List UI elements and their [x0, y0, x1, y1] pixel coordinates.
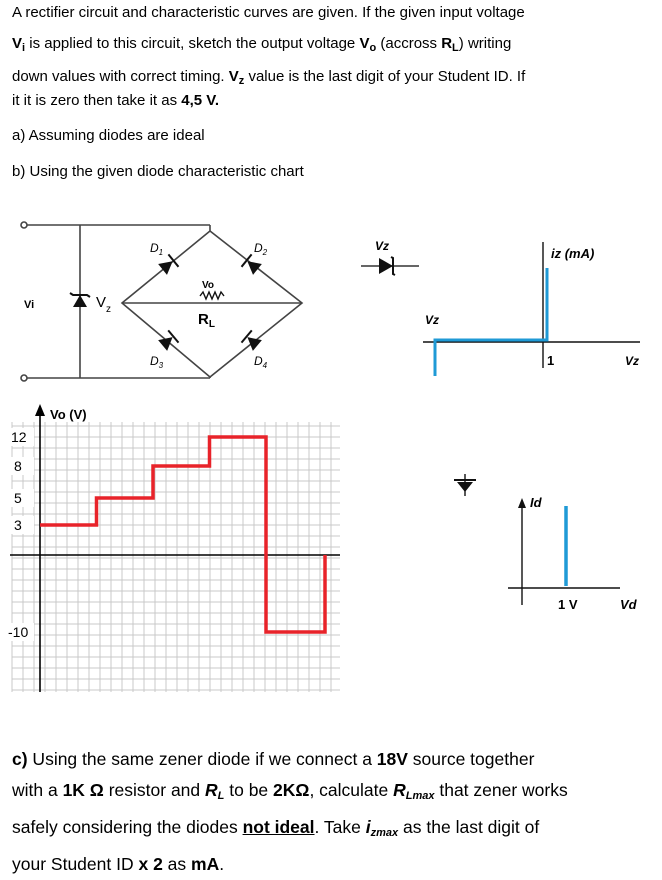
- y-tick-label: 8: [14, 458, 22, 474]
- zener-y-label: iz (mA): [551, 246, 595, 261]
- intro-line-2: $V_i$ is applied to this circuit, sketch the output voltage $V_o$ (accross $R_L$) writing: [12, 35, 512, 54]
- y-tick-label: -10: [8, 624, 29, 640]
- d1-label: $D_1$: [150, 241, 164, 257]
- zener-symbol-icon: [361, 257, 419, 275]
- diode-symbol-icon: [454, 474, 476, 496]
- resistor-icon: [200, 292, 224, 299]
- diode-x-label: Vd: [620, 597, 637, 612]
- y-tick-label: 12: [11, 429, 27, 445]
- output-voltage-series: [40, 437, 325, 632]
- intro-line-4: it it is zero then take it as 4,5 V.: [12, 92, 220, 109]
- part-c-text: [12, 744, 642, 880]
- y-tick-label: 3: [14, 517, 22, 533]
- vi-label: Vi: [24, 299, 35, 311]
- d2-label: $D_2$: [254, 241, 268, 257]
- vz-circuit-label: $V_z$: [96, 294, 112, 315]
- part-c-line-2: with a 1K Ω resistor and $R_L$ to be 2KΩ, calculate $R_{Lmax}$ that zener works: [12, 780, 568, 802]
- rl-label: $R_L$: [198, 311, 215, 330]
- diode-y-label: Id: [530, 495, 542, 510]
- output-y-label: Vo (V): [50, 407, 87, 422]
- intro-line-3: down values with correct timing. $V_z$ value is the last digit of your Student ID. If: [12, 68, 526, 87]
- d4-label: $D_4$: [254, 354, 268, 370]
- zener-curve: [435, 268, 547, 376]
- diode-d1-icon: [158, 254, 179, 275]
- d3-label: $D_3$: [150, 354, 164, 370]
- y-tick-label: 5: [14, 490, 22, 506]
- part-b-heading: b) Using the given diode characteristic chart: [12, 163, 304, 180]
- zener-tick: 1: [547, 353, 555, 368]
- intro-line-1: A rectifier circuit and characteristic curves are given. If the given input voltage: [12, 4, 525, 21]
- diode-characteristic-chart: [450, 470, 650, 620]
- part-c-line-1: c) Using the same zener diode if we connect a 18V source together: [12, 749, 535, 769]
- zener-x-label: Vz: [625, 354, 640, 368]
- part-a-heading: a) Assuming diodes are ideal: [12, 127, 205, 144]
- bridge-rectifier-circuit: [10, 215, 340, 390]
- zener-characteristic-chart: [355, 228, 655, 388]
- part-c-line-3: safely considering the diodes not ideal. Take $i_{zmax}$ as the last digit of: [12, 817, 540, 839]
- zener-symbol-label: Vz: [375, 239, 390, 253]
- diode-tick: 1 V: [558, 597, 578, 612]
- zener-diode-icon: [70, 293, 90, 307]
- output-voltage-chart: [0, 400, 345, 700]
- part-c-line-4: your Student ID x 2 as mA.: [12, 854, 225, 874]
- zener-neg-label: Vz: [425, 313, 440, 327]
- vo-label: Vo: [202, 280, 215, 291]
